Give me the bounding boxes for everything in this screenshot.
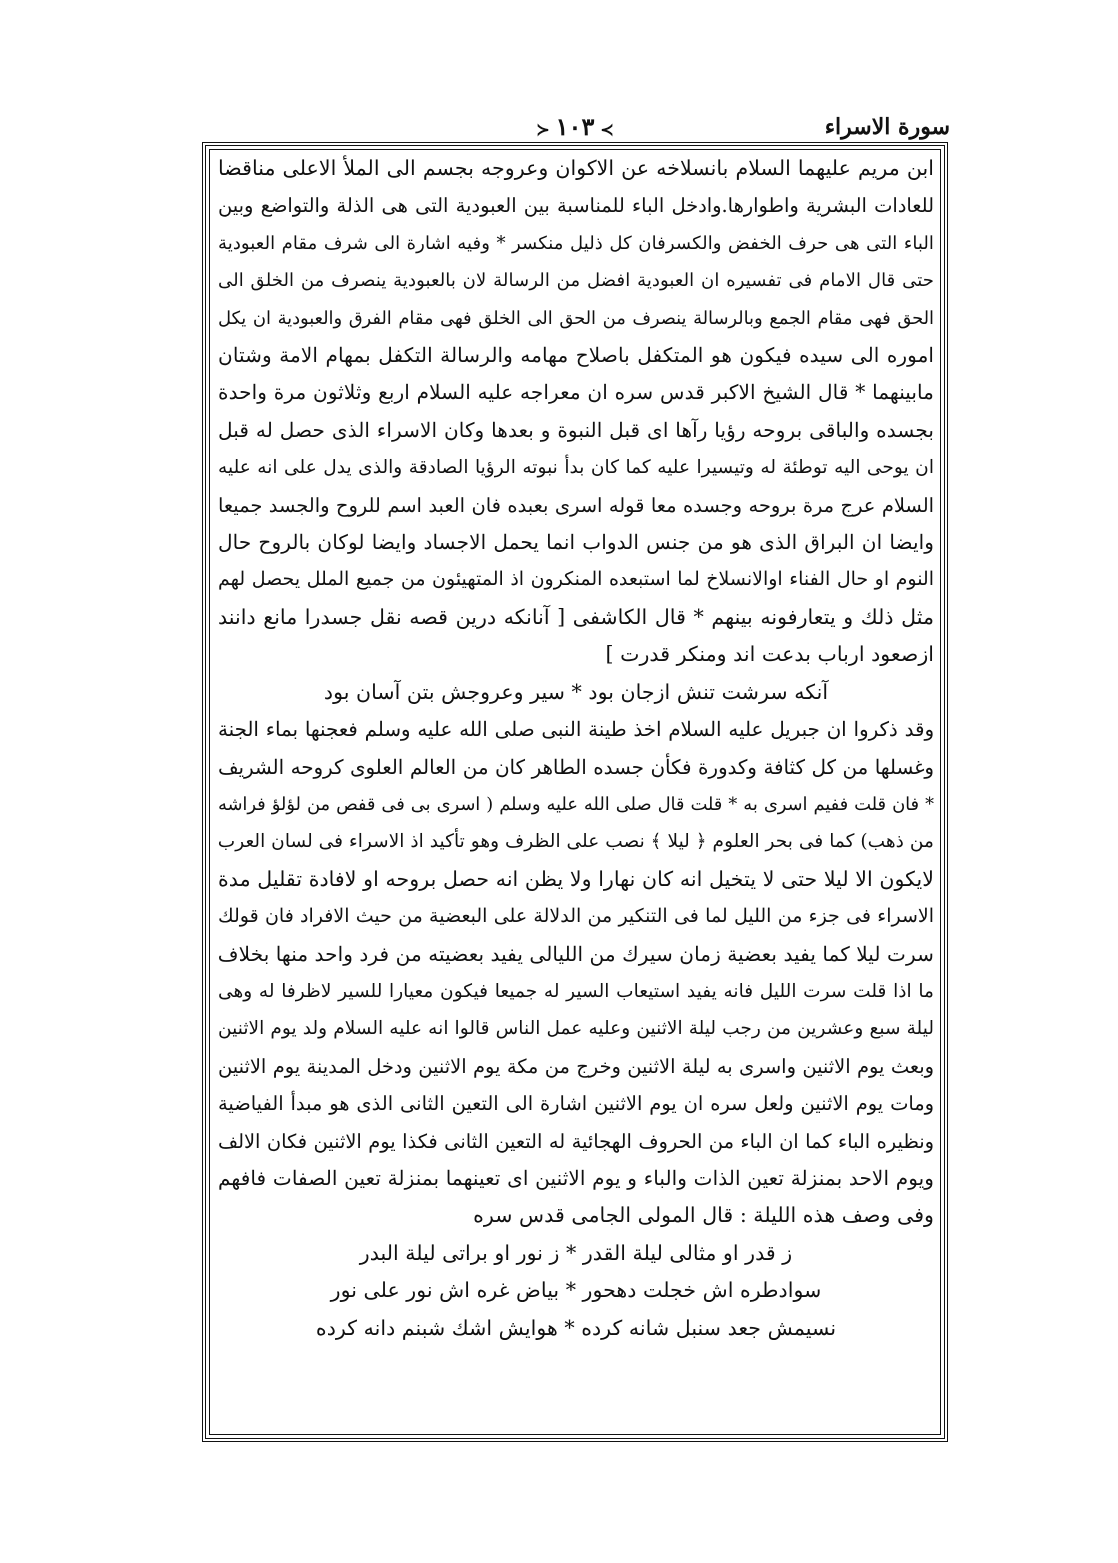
text-line: وبعث يوم الاثنين واسرى به ليلة الاثنين وخرج من مكة يوم الاثنين ودخل المدينة يوم الاثنين — [218, 1054, 934, 1078]
surah-title: سورة الاسراء — [824, 114, 950, 140]
text-line: ابن مريم عليهما السلام بانسلاخه عن الاكوان وعروجه بجسم الى الملأ الاعلى مناقضا — [218, 156, 934, 180]
text-line: وغسلها من كل كثافة وكدورة فكأن جسده الطاهر كان من العالم العلوى كروحه الشريف — [218, 755, 934, 779]
text-line: بجسده والباقى بروحه رؤيا رآها اى قبل النبوة و بعدها وكان الاسراء الذى حصل له قبل — [218, 417, 934, 442]
page-header — [200, 112, 950, 142]
text-line: الباء التى هى حرف الخفض والكسرفان كل ذليل منكسر * وفيه اشارة الى شرف مقام العبودية — [218, 232, 934, 254]
text-line: من ذهب) كما فى بحر العلوم ﴿ ليلا ﴾ نصب على الظرف وهو تأكيد اذ الاسراء فى لسان العرب — [217, 831, 934, 853]
page-number-value: ١٠٣ — [555, 112, 595, 141]
text-line: السلام عرج مرة بروحه وجسده معا قوله اسرى بعبده فان العبد اسم للروح والجسد جميعا — [218, 493, 934, 517]
verse-line: آنكه سرشت تنش ازجان بود * سير وعروجش بتن آسان بود — [323, 679, 829, 704]
verse-line: نسيمش جعد سنبل شانه كرده * هوايش اشك شبنم دانه كرده — [315, 1315, 837, 1340]
text-line: حتى قال الامام فى تفسيره ان العبودية افضل من الرسالة لان بالعبودية ينصرف من الخلق الى — [218, 270, 934, 292]
text-line: اموره الى سيده فيكون هو المتكفل باصلاح مهامه والرسالة التكفل بمهام الامة وشتان — [218, 343, 934, 368]
text-line: النوم او حال الفناء اوالانسلاخ لما استبعده المنكرون اذ المتهيئون من جميع الملل يحصل لهم — [218, 568, 934, 591]
text-line: للعادات البشرية واطوارها.وادخل الباء للمناسبة بين العبودية التى هى الذلة والتواضع وبين — [218, 194, 934, 218]
text-line: مابينهما * قال الشيخ الاكبر قدس سره ان معراجه عليه السلام اربع وثلاثون مرة واحدة — [218, 380, 934, 405]
text-line: ما اذا قلت سرت الليل فانه يفيد استيعاب السير له جميعا فيكون معيارا للسير لاظرفا له وهى — [218, 980, 934, 1002]
text-line: ازصعود ارباب بدعت اند ومنكر قدرت ] — [605, 642, 934, 667]
text-line: * فان قلت ففيم اسرى به * قلت قال صلى الله عليه وسلم ( اسرى بى فى قفص من لؤلؤ فراشه — [218, 793, 934, 815]
page-number — [530, 112, 619, 141]
text-line: وقد ذكروا ان جبريل عليه السلام اخذ طينة النبى صلى الله عليه وسلم فعجنها بماء الجنة — [218, 718, 934, 742]
text-line: ويوم الاحد بمنزلة تعين الذات والباء و يوم الاثنين اى تعينهما بمنزلة تعين الصفات فافهم — [218, 1165, 934, 1190]
text-line: ومات يوم الاثنين ولعل سره ان يوم الاثنين اشارة الى التعين الثانى الذى هو مبدأ الفياضية — [218, 1092, 934, 1116]
verse-line: ز قدر او مثالى ليلة القدر * ز نور او براتى ليلة البدر — [359, 1240, 793, 1265]
text-line: وايضا ان البراق الذى هو من جنس الدواب انما يحمل الاجساد وايضا لوكان بالروح حال — [218, 530, 934, 555]
page-body — [218, 150, 934, 1347]
text-line: الحق فهى مقام الجمع وبالرسالة ينصرف من الحق الى الخلق فهى مقام الفرق والعبودية ان يكل — [218, 307, 934, 329]
verse-line: سوادطره اش خجلت دهحور * بياض غره اش نور على نور — [330, 1278, 822, 1303]
text-line: سرت ليلا كما يفيد بعضية زمان سيرك من الليالى يفيد بعضيته من فرد واحد منها بخلاف — [217, 941, 934, 966]
text-line: ان يوحى اليه توطئة له وتيسيرا عليه كما كان بدأ نبوته الرؤيا الصادقة والذى يدل على انه عليه — [218, 457, 934, 479]
text-line: ليلة سبع وعشرين من رجب ليلة الاثنين وعليه عمل الناس قالوا انه عليه السلام ولد يوم الاثنين — [218, 1018, 934, 1040]
text-line: لايكون الا ليلا حتى لا يتخيل انه كان نهارا ولا يظن انه حصل بروحه او لافادة تقليل مدة — [218, 866, 934, 891]
ornament-right-icon: ≻ — [600, 120, 614, 139]
text-line: مثل ذلك و يتعارفونه بينهم * قال الكاشفى [ آنانكه درين قصه نقل جسدرا مانع دانند — [218, 604, 934, 629]
ornament-left-icon: ≺ — [536, 120, 550, 139]
text-line: ونظيره الباء كما ان الباء من الحروف الهجائية له التعين الثانى فكذا يوم الاثنين فكان الالف — [218, 1129, 934, 1153]
text-line: الاسراء فى جزء من الليل لما فى التنكير من الدلالة على البعضية من حيث الافراد فان قولك — [218, 905, 934, 928]
text-line: وفى وصف هذه الليلة : قال المولى الجامى قدس سره — [473, 1203, 934, 1228]
